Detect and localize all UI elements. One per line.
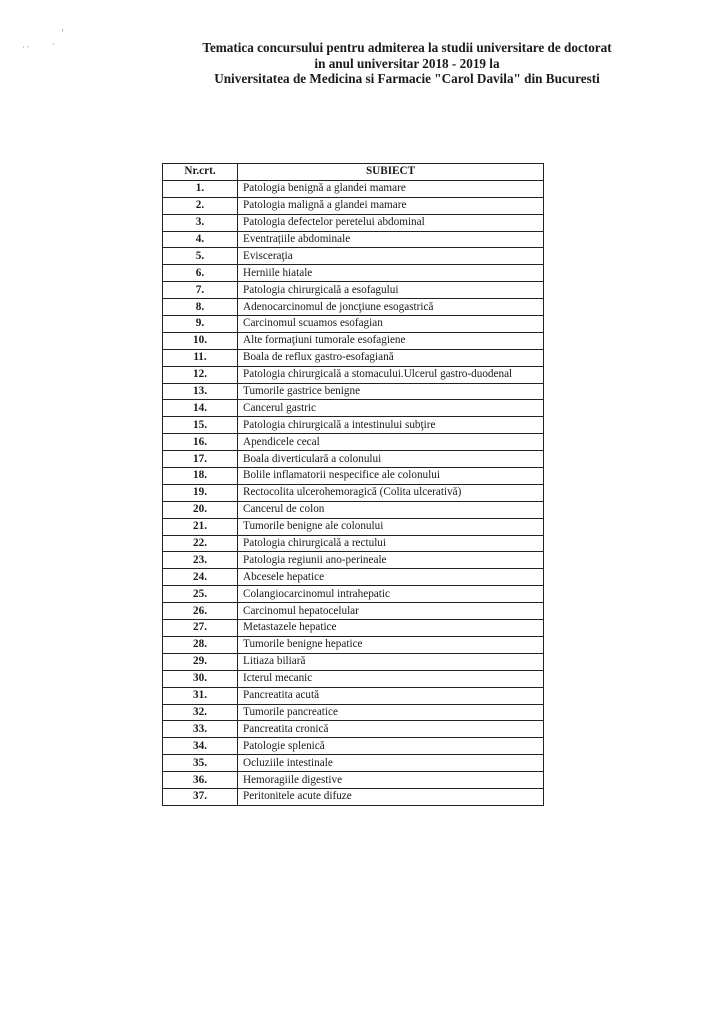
row-number: 13. [163,383,238,400]
table-row [163,451,544,468]
row-subject: Patologia chirurgicală a intestinului subţire [238,417,544,434]
table-row [163,501,544,518]
row-number: 23. [163,552,238,569]
row-number: 22. [163,535,238,552]
row-number: 34. [163,738,238,755]
row-number: 17. [163,451,238,468]
table-row [163,265,544,282]
table-row [163,316,544,333]
row-number: 35. [163,755,238,772]
table-row [163,704,544,721]
table-row [163,738,544,755]
row-subject: Adenocarcinomul de joncţiune esogastrică [238,299,544,316]
row-number: 12. [163,366,238,383]
table-row [163,400,544,417]
row-subject: Cancerul gastric [238,400,544,417]
row-subject: Litiaza biliară [238,653,544,670]
row-subject: Metastazele hepatice [238,620,544,637]
table-row [163,552,544,569]
scan-speck: ' [62,28,64,37]
title-line-3: Universitatea de Medicina si Farmacie "Carol Davila" din Bucuresti [214,71,600,86]
row-subject: Apendicele cecal [238,434,544,451]
row-subject: Patologia chirurgicală a esofagului [238,282,544,299]
row-number: 31. [163,687,238,704]
table-row [163,299,544,316]
row-number: 15. [163,417,238,434]
row-subject: Colangiocarcinomul intrahepatic [238,586,544,603]
row-subject: Patologie splenică [238,738,544,755]
row-number: 9. [163,316,238,333]
row-subject: Tumorile pancreatice [238,704,544,721]
table-row [163,231,544,248]
row-number: 10. [163,332,238,349]
table-row [163,197,544,214]
row-number: 26. [163,603,238,620]
row-number: 25. [163,586,238,603]
header-subject: SUBIECT [238,164,544,181]
row-subject: Herniile hiatale [238,265,544,282]
scan-speck: ˙ ˊ [22,45,30,54]
row-number: 29. [163,653,238,670]
row-number: 28. [163,636,238,653]
row-subject: Patologia regiunii ano-perineale [238,552,544,569]
row-subject: Pancreatita acută [238,687,544,704]
row-number: 2. [163,197,238,214]
row-subject: Ocluziile intestinale [238,755,544,772]
row-subject: Eventrațiile abdominale [238,231,544,248]
row-number: 24. [163,569,238,586]
table-row [163,603,544,620]
table-row [163,535,544,552]
row-subject: Boala diverticulară a colonului [238,451,544,468]
table-row [163,586,544,603]
row-subject: Cancerul de colon [238,501,544,518]
table-row [163,383,544,400]
table-row [163,518,544,535]
table-row [163,332,544,349]
table-row [163,180,544,197]
row-subject: Patologia benignă a glandei mamare [238,180,544,197]
row-number: 20. [163,501,238,518]
table-row [163,620,544,637]
subjects-table [162,163,544,806]
row-subject: Peritonitele acute difuze [238,788,544,805]
row-subject: Carcinomul hepatocelular [238,603,544,620]
row-number: 27. [163,620,238,637]
document-title [0,40,724,87]
table-row [163,366,544,383]
row-subject: Tumorile benigne hepatice [238,636,544,653]
row-subject: Patologia malignă a glandei mamare [238,197,544,214]
row-subject: Tumorile gastrice benigne [238,383,544,400]
row-subject: Rectocolita ulcerohemoragică (Colita ulcerativă) [238,484,544,501]
row-subject: Abcesele hepatice [238,569,544,586]
table-row [163,417,544,434]
row-number: 21. [163,518,238,535]
row-subject: Alte formaţiuni tumorale esofagiene [238,332,544,349]
table-row [163,484,544,501]
row-number: 36. [163,772,238,789]
row-number: 4. [163,231,238,248]
row-subject: Patologia chirurgicală a rectului [238,535,544,552]
table-row [163,653,544,670]
table-row [163,636,544,653]
header-nr: Nr.crt. [163,164,238,181]
row-subject: Patologia chirurgicală a stomacului.Ulcerul gastro-duodenal [238,366,544,383]
row-subject: Hemoragiile digestive [238,772,544,789]
row-subject: Evisceraţia [238,248,544,265]
table-row [163,569,544,586]
row-number: 30. [163,670,238,687]
table-row [163,349,544,366]
row-number: 16. [163,434,238,451]
row-number: 37. [163,788,238,805]
title-line-2: in anul universitar 2018 - 2019 la [314,55,500,71]
table-row [163,755,544,772]
row-number: 5. [163,248,238,265]
row-subject: Bolile inflamatorii nespecifice ale colonului [238,468,544,485]
row-subject: Boala de reflux gastro-esofagiană [238,349,544,366]
table-row [163,434,544,451]
table-row [163,788,544,805]
scan-speck: · [52,40,55,49]
table-row [163,468,544,485]
row-subject: Patologia defectelor peretelui abdominal [238,214,544,231]
row-number: 1. [163,180,238,197]
table-row [163,721,544,738]
title-line-1: Tematica concursului pentru admiterea la studii universitare de doctorat [202,40,612,55]
row-number: 19. [163,484,238,501]
row-number: 32. [163,704,238,721]
table-row [163,214,544,231]
row-number: 11. [163,349,238,366]
table-row [163,282,544,299]
row-number: 18. [163,468,238,485]
row-number: 14. [163,400,238,417]
row-subject: Icterul mecanic [238,670,544,687]
table-row [163,772,544,789]
table-header-row [163,164,544,181]
table-row [163,670,544,687]
row-subject: Pancreatita cronică [238,721,544,738]
row-number: 6. [163,265,238,282]
row-subject: Tumorile benigne ale colonului [238,518,544,535]
table-row [163,248,544,265]
row-subject: Carcinomul scuamos esofagian [238,316,544,333]
table-row [163,687,544,704]
row-number: 3. [163,214,238,231]
row-number: 33. [163,721,238,738]
row-number: 7. [163,282,238,299]
row-number: 8. [163,299,238,316]
